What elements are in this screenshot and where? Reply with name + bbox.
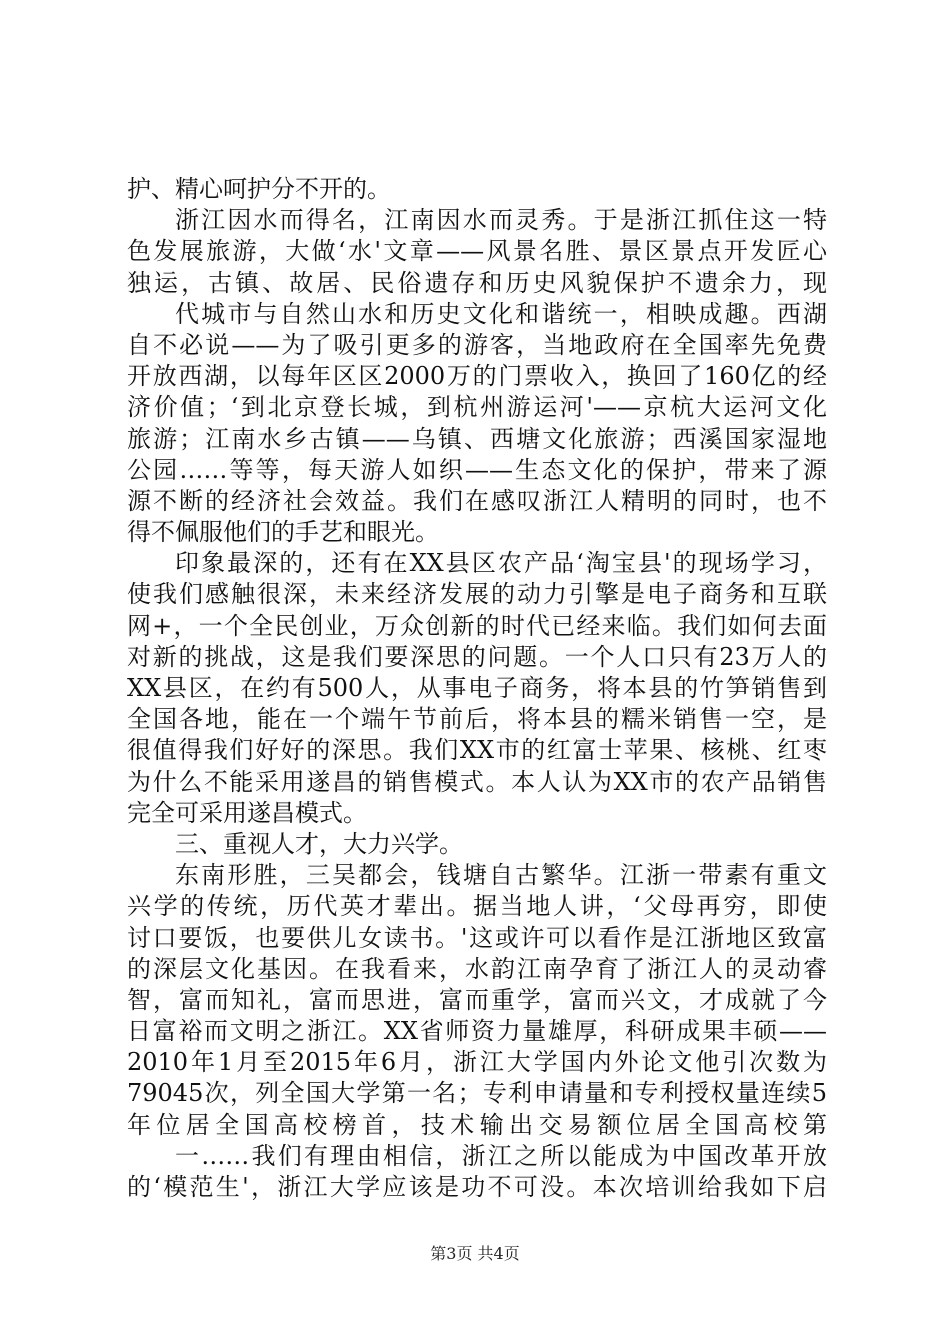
text-line: 济价值；‘到北京登长城，到杭州游运河'——京杭大运河文化	[127, 393, 827, 422]
text-line: 使我们感触很深，未来经济发展的动力引擎是电子商务和互联	[127, 580, 827, 609]
text-line: 年位居全国高校榜首，技术输出交易额位居全国高校第	[127, 1110, 827, 1139]
text-line: 网+，一个全民创业，万众创新的时代已经来临。我们如何去面	[127, 611, 827, 640]
text-line: 代城市与自然山水和历史文化和谐统一，相映成趣。西湖	[175, 299, 827, 328]
text-line: 讨口要饭，也要供儿女读书。'这或许可以看作是江浙地区致富	[127, 923, 827, 952]
text-line: 公园……等等，每天游人如织——生态文化的保护，带来了源	[127, 455, 827, 484]
text-line: 很值得我们好好的深思。我们XX市的红富士苹果、核桃、红枣	[127, 736, 827, 765]
text-line: 一……我们有理由相信，浙江之所以能成为中国改革开放	[175, 1141, 827, 1170]
text-line: 的‘模范生'，浙江大学应该是功不可没。本次培训给我如下启	[127, 1173, 827, 1201]
text-line: 的深层文化基因。在我看来，水韵江南孕育了浙江人的灵动睿	[127, 954, 827, 983]
text-line: 自不必说——为了吸引更多的游客，当地政府在全国率先免费	[127, 330, 827, 359]
text-line: 浙江因水而得名，江南因水而灵秀。于是浙江抓住这一特	[175, 206, 827, 235]
document-body	[127, 174, 827, 1203]
text-line: 为什么不能采用遂昌的销售模式。本人认为XX市的农产品销售	[127, 767, 827, 796]
text-line: 2010年1月至2015年6月，浙江大学国内外论文他引次数为	[127, 1048, 827, 1077]
text-line: 旅游；江南水乡古镇——乌镇、西塘文化旅游；西溪国家湿地	[127, 424, 827, 453]
text-line: 完全可采用遂昌模式。	[127, 798, 367, 827]
text-line: 独运，古镇、故居、民俗遗存和历史风貌保护不遗余力，现	[127, 268, 827, 297]
text-line: 全国各地，能在一个端午节前后，将本县的糯米销售一空，是	[127, 705, 827, 734]
text-line: 印象最深的，还有在XX县区农产品‘淘宝县'的现场学习，	[175, 549, 827, 578]
text-line: 智，富而知礼，富而思进，富而重学，富而兴文，才成就了今	[127, 985, 827, 1014]
text-line: XX县区，在约有500人，从事电子商务，将本县的竹笋销售到	[127, 674, 827, 702]
page-number: 第3页 共4页	[430, 1244, 520, 1263]
text-line: 得不佩服他们的手艺和眼光。	[127, 518, 439, 547]
text-line: 护、精心呵护分不开的。	[127, 175, 391, 203]
text-line: 开放西湖，以每年区区2000万的门票收入，换回了160亿的经	[127, 362, 827, 391]
section-heading: 三、重视人才，大力兴学。	[175, 829, 463, 858]
text-line: 源不断的经济社会效益。我们在感叹浙江人精明的同时，也不	[127, 486, 827, 515]
text-line: 色发展旅游，大做‘水'文章——风景名胜、景区景点开发匠心	[127, 237, 827, 266]
text-line: 东南形胜，三吴都会，钱塘自古繁华。江浙一带素有重文	[175, 861, 827, 890]
text-line: 日富裕而文明之浙江。XX省师资力量雄厚，科研成果丰硕——	[127, 1017, 827, 1046]
text-line: 79045次，列全国大学第一名；专利申请量和专利授权量连续5	[127, 1079, 827, 1108]
text-line: 兴学的传统，历代英才辈出。据当地人讲，‘父母再穷，即使	[127, 892, 827, 921]
text-line: 对新的挑战，这是我们要深思的问题。一个人口只有23万人的	[127, 642, 827, 671]
